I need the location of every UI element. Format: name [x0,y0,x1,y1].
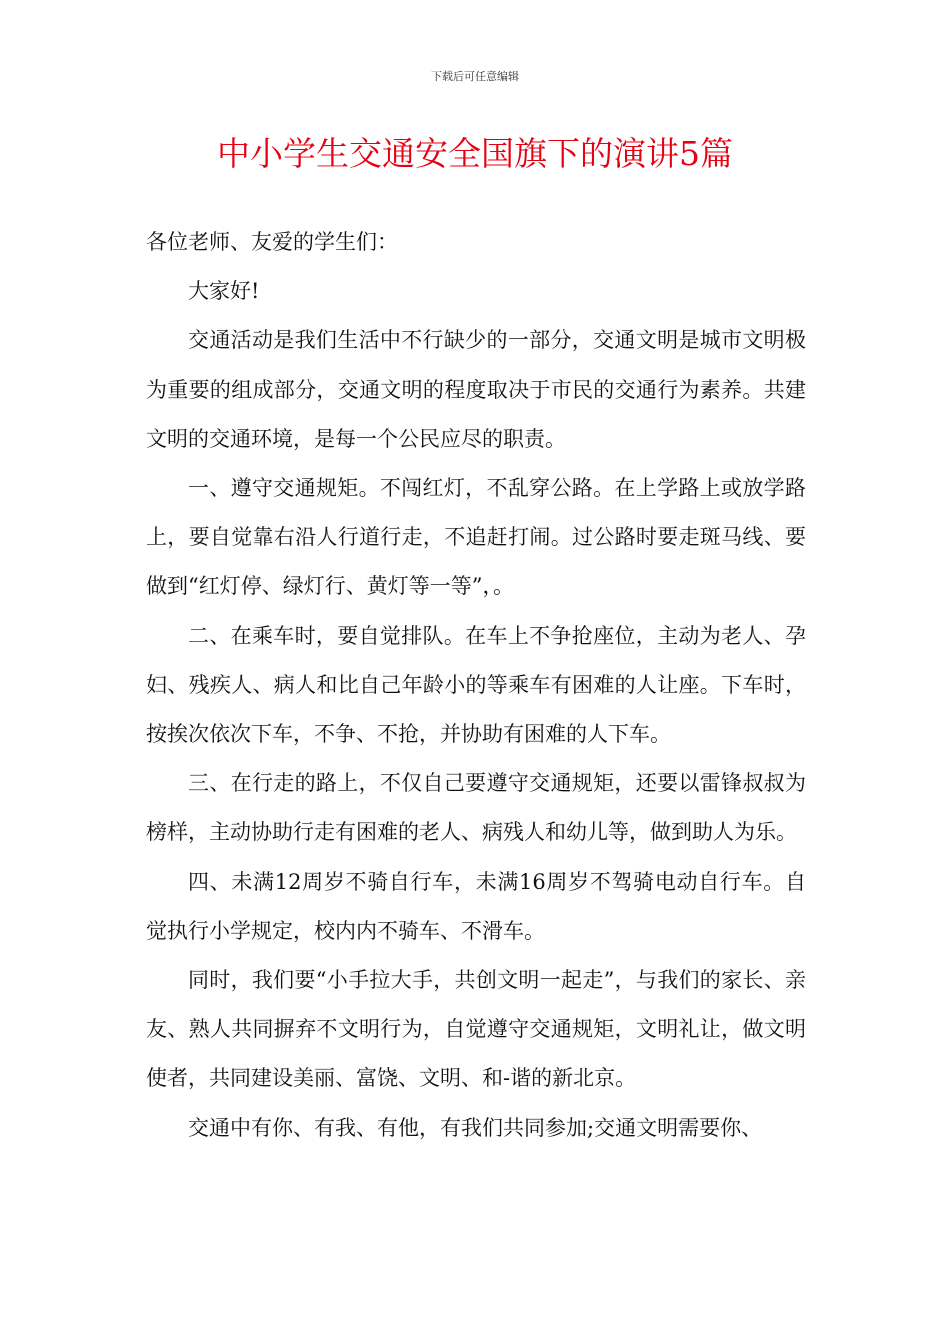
paragraph-point-3: 三、在行走的路上，不仅自己要遵守交通规矩，还要以雷锋叔叔为榜样，主动协助行走有困难的老人、病残人和幼儿等，做到助人为乐。 [146,771,806,845]
paragraph-intro: 交通活动是我们生活中不行缺少的一部分，交通文明是城市文明极为重要的组成部分，交通文明的程度取决于市民的交通行为素养。共建文明的交通环境，是每一个公民应尽的职责。 [146,328,806,451]
document-title: 中小学生交通安全国旗下的演讲5篇 [217,134,733,173]
paragraph-point-2: 二、在乘车时，要自觉排队。在车上不争抢座位，主动为老人、孕妇、残疾人、病人和比自己年龄小的等乘车有困难的人让座。下车时，按挨次依次下车，不争、不抢，并协助有困难的人下车。 [146,623,806,747]
paragraph-together: 同时，我们要“小手拉大手，共创文明一起走”，与我们的家长、亲友、熟人共同摒弃不文明行为，自觉遵守交通规矩，文明礼让，做文明使者，共同建设美丽、富饶、文明、和-谐的新北京。 [146,968,806,1091]
document-body [146,218,806,1153]
salutation: 各位老师、友爱的学生们： [146,230,398,254]
paragraph-point-1: 一、遵守交通规矩。不闯红灯，不乱穿公路。在上学路上或放学路上，要自觉靠右沿人行道行走，不追赶打闹。过公路时要走斑马线、要做到“红灯停、绿灯行、黄灯等一等”，。 [146,476,806,599]
paragraph-point-4: 四、未满12周岁不骑自行车，未满16周岁不驾骑电动自行车。自觉执行小学规定，校内内不骑车、不滑车。 [146,869,806,943]
header-note: 下载后可任意编辑 [431,70,519,83]
paragraph-closing: 交通中有你、有我、有他，有我们共同参加;交通文明需要你、 [188,1115,763,1140]
greeting: 大家好! [188,279,260,304]
